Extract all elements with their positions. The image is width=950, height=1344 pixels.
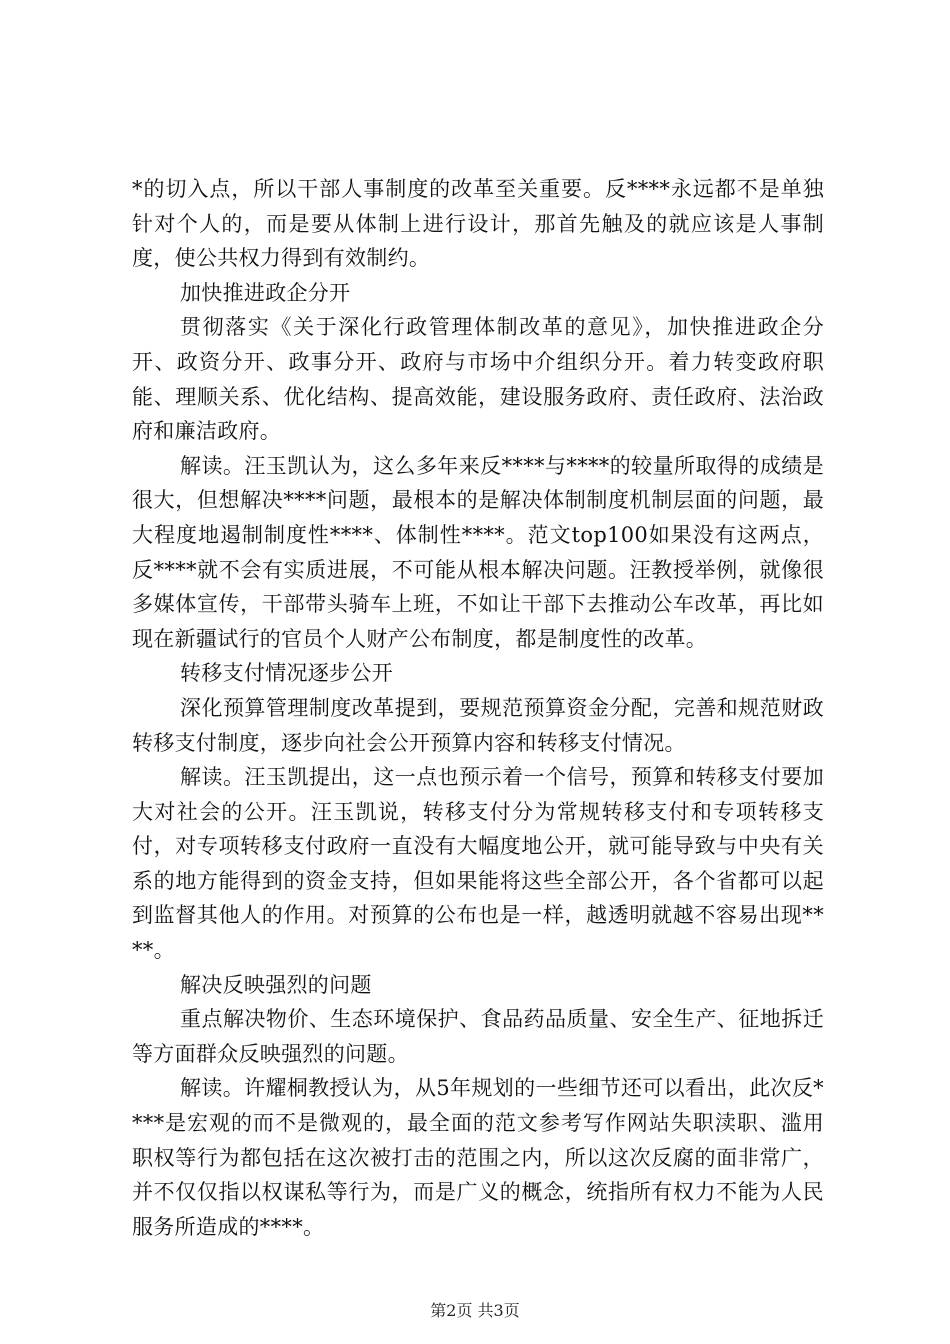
page-number: 第2页 共3页	[430, 1301, 520, 1320]
paragraph: 贯彻落实《关于深化行政管理体制改革的意见》，加快推进政企分开、政资分开、政事分开、政府与市场中介组织分开。着力转变政府职能、理顺关系、优化结构、提高效能，建设服务政府、责任政府、法治政府和廉洁政府。	[132, 315, 824, 444]
paragraph: 重点解决物价、生态环境保护、食品药品质量、安全生产、征地拆迁等方面群众反映强烈的问题。	[132, 1007, 824, 1066]
paragraph: 解读。汪玉凯提出，这一点也预示着一个信号，预算和转移支付要加大对社会的公开。汪玉凯说，转移支付分为常规转移支付和专项转移支付，对专项转移支付政府一直没有大幅度地公开，就可能导致与中央有关系的地方能得到的资金支持，但如果能将这些全部公开，各个省都可以起到监督其他人的作用。对预算的公布也是一样，越透明就越不容易出现****。	[132, 765, 824, 963]
document-body	[132, 172, 824, 1244]
page-footer	[0, 1298, 950, 1321]
paragraph: 解读。汪玉凯认为，这么多年来反****与****的较量所取得的成绩是很大，但想解决****问题，最根本的是解决体制制度机制层面的问题，最大程度地遏制制度性****、体制性****。范文top100如果没有这两点，反****就不会有实质进展，不可能从根本解决问题。汪教授举例，就像很多媒体宣传，干部带头骑车上班，不如让干部下去推动公车改革，再比如现在新疆试行的官员个人财产公布制度，都是制度性的改革。	[132, 453, 824, 651]
section-heading: 转移支付情况逐步公开	[180, 661, 393, 686]
section-heading: 解决反映强烈的问题	[180, 972, 372, 997]
section-heading: 加快推进政企分开	[180, 280, 351, 305]
paragraph: *的切入点，所以干部人事制度的改革至关重要。反****永远都不是单独针对个人的，而是要从体制上进行设计，那首先触及的就应该是人事制度，使公共权力得到有效制约。	[132, 177, 824, 271]
paragraph: 解读。许耀桐教授认为，从5年规划的一些细节还可以看出，此次反****是宏观的而不是微观的，最全面的范文参考写作网站失职渎职、滥用职权等行为都包括在这次被打击的范围之内，所以这次反腐的面非常广，并不仅仅指以权谋私等行为，而是广义的概念，统指所有权力不能为人民服务所造成的****。	[132, 1076, 824, 1239]
paragraph: 深化预算管理制度改革提到，要规范预算资金分配，完善和规范财政转移支付制度，逐步向社会公开预算内容和转移支付情况。	[132, 695, 824, 755]
